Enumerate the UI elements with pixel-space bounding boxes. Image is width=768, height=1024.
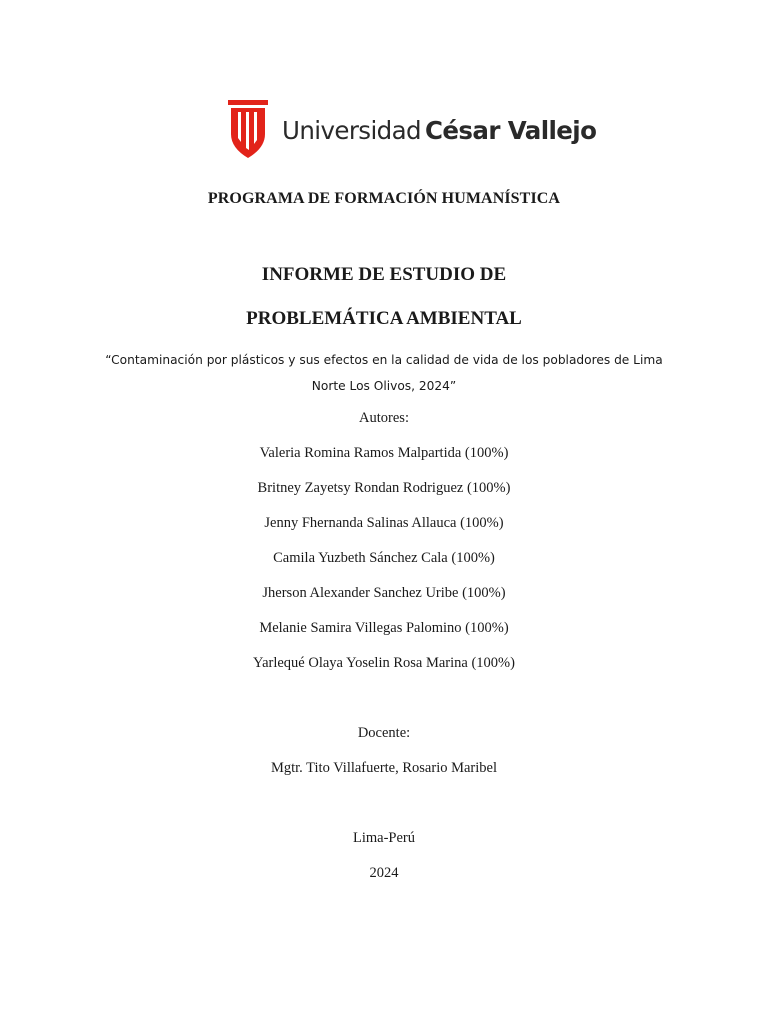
- report-subtitle: [0, 347, 768, 399]
- program-heading: PROGRAMA DE FORMACIÓN HUMANÍSTICA: [207, 190, 561, 207]
- university-name-bold: César Vallejo: [425, 115, 597, 145]
- author-item: Yarlequé Olaya Yoselin Rosa Marina (100%): [253, 655, 515, 671]
- report-title-line-1: INFORME DE ESTUDIO DE: [261, 264, 507, 285]
- author-item: Valeria Romina Ramos Malpartida (100%): [259, 445, 509, 461]
- report-title-line-2: PROBLEMÁTICA AMBIENTAL: [246, 308, 522, 329]
- author-item: Camila Yuzbeth Sánchez Cala (100%): [273, 550, 495, 566]
- teacher-label: Docente:: [357, 725, 411, 741]
- location: Lima-Perú: [352, 830, 415, 846]
- university-name: [282, 116, 596, 145]
- author-item: Jenny Fhernanda Salinas Allauca (100%): [264, 515, 504, 531]
- author-item: Melanie Samira Villegas Palomino (100%): [259, 620, 509, 636]
- year: 2024: [369, 865, 399, 881]
- report-subtitle-text: “Contaminación por plásticos y sus efectos en la calidad de vida de los pobladores de Lima Norte Los Olivos, 2024”: [105, 353, 663, 393]
- university-name-regular: Universidad: [282, 115, 422, 145]
- author-item: Jherson Alexander Sanchez Uribe (100%): [262, 585, 506, 601]
- teacher-name: Mgtr. Tito Villafuerte, Rosario Maribel: [270, 760, 498, 776]
- university-logo: [228, 100, 596, 160]
- author-item: Britney Zayetsy Rondan Rodriguez (100%): [257, 480, 511, 496]
- authors-label: Autores:: [359, 410, 409, 426]
- university-shield-icon: [228, 100, 268, 160]
